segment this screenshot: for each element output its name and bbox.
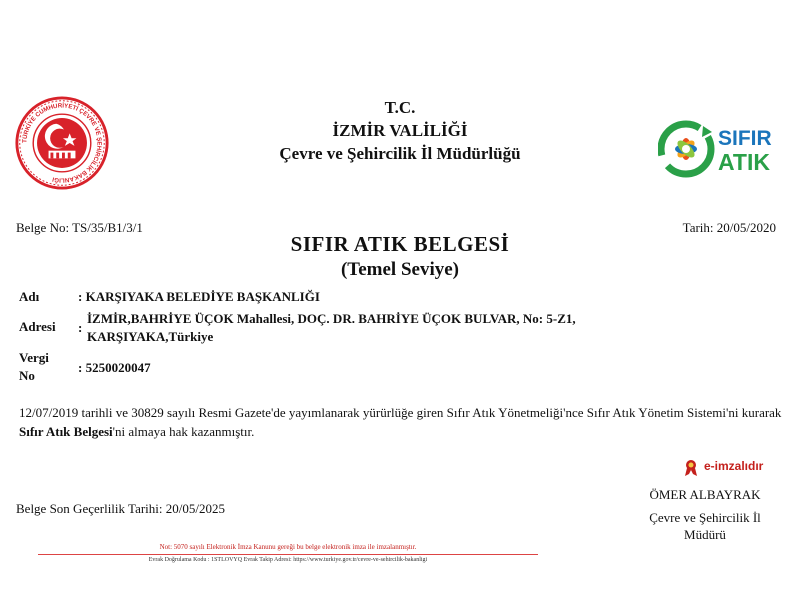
- footer-divider: [38, 554, 538, 555]
- address-label: Adresi: [19, 319, 56, 334]
- e-signature-label: e-imzalıdır: [704, 459, 764, 473]
- verification-info: Evrak Doğrulama Kodu : 1STLOVYQ Evrak Takip Adresi: https://www.turkiye.gov.tr/cevre-ve-sehircilik-bakanligi: [148, 557, 428, 563]
- statement-part2: 'ni almaya hak kazanmıştır.: [112, 424, 255, 439]
- logo-word-atik: ATIK: [718, 149, 770, 175]
- tax-label-line1: Vergi: [19, 350, 49, 365]
- seal-text: TÜRKİYE CUMHURİYETİ ÇEVRE VE ŞEHİRCİLİK BAKANLIĞI: [21, 102, 103, 184]
- e-signature-note: Not: 5070 sayılı Elektronik İmza Kanunu gereği bu belge elektronik imza ile imzalanmıştır.: [159, 543, 417, 551]
- ribbon-icon: [684, 459, 698, 477]
- signer-title: [640, 509, 770, 543]
- sifir-atik-logo-icon: [658, 118, 788, 180]
- header-governorship: İZMİR VALİLİĞİ: [332, 121, 468, 140]
- certificate-statement: [19, 403, 789, 441]
- signer-title-line1: Çevre ve Şehircilik İl: [649, 510, 761, 525]
- logo-word-sifir: SIFIR: [718, 127, 772, 150]
- tax-number-label: [19, 349, 49, 385]
- e-signature-badge: [684, 459, 774, 477]
- document-subtitle: (Temel Seviye): [340, 259, 460, 280]
- statement-part1: 12/07/2019 tarihli ve 30829 sayılı Resmi Gazete'de yayımlanarak yürürlüğe giren Sıfır Atık Yönetmeliği'nce Sıfır Atık Yönetim Sistemi'ni kurarak: [19, 405, 782, 420]
- tax-label-line2: No: [19, 368, 35, 383]
- header-directorate: Çevre ve Şehircilik İl Müdürlüğü: [279, 144, 521, 163]
- name-value: : KARŞIYAKA BELEDİYE BAŞKANLIĞI: [78, 289, 320, 304]
- document-date: Tarih: 20/05/2020: [682, 220, 776, 235]
- header-tc: T.C.: [384, 98, 416, 117]
- tax-number-value: : 5250020047: [78, 360, 151, 375]
- statement-bold: Sıfır Atık Belgesi: [19, 424, 113, 439]
- document-number: Belge No: TS/35/B1/3/1: [16, 220, 143, 235]
- expiry-date: Belge Son Geçerlilik Tarihi: 20/05/2025: [16, 501, 225, 516]
- signer-name: ÖMER ALBAYRAK: [649, 487, 761, 502]
- signer-title-line2: Müdürü: [684, 527, 726, 542]
- address-colon: :: [78, 320, 83, 335]
- name-label: Adı: [19, 289, 40, 304]
- document-title: SIFIR ATIK BELGESİ: [290, 232, 510, 256]
- address-value: İZMİR,BAHRİYE ÜÇOK Mahallesi, DOÇ. DR. BAHRİYE ÜÇOK BULVAR, No: 5-Z1, KARŞIYAKA,Türkiye: [87, 311, 576, 344]
